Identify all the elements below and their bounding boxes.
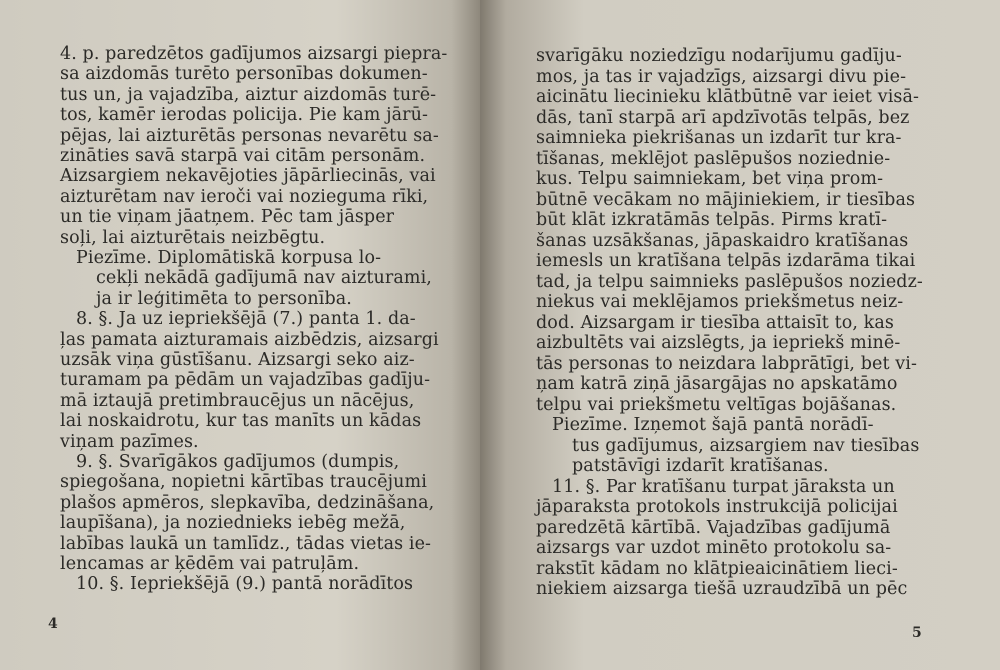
text-line: turamam pa pēdām un vajadzības gadīju-	[60, 370, 431, 391]
text-line: 8. §. Ja uz iepriekšējā (7.) panta 1. da-	[76, 309, 416, 330]
text-line: lencamas ar ķēdēm vai patruļām.	[60, 554, 360, 574]
text-line: soļi, lai aizturētais neizbēgtu.	[60, 227, 326, 248]
text-line: tīšanas, meklējot paslēpušos noziednie-	[536, 148, 891, 169]
text-line: uzsāk viņa gūstīšanu. Aizsargi seko aiz-	[60, 350, 415, 370]
text-line: jāparaksta protokols instrukcijā policijai	[536, 497, 898, 517]
text-line: tos, kamēr ierodas policija. Pie kam jārū-	[60, 105, 429, 126]
text-line: 11. §. Par kratīšanu turpat jāraksta un	[552, 476, 895, 497]
text-line: spiegošana, nopietni kārtības traucējumi	[60, 472, 427, 493]
text-line: būt klāt izkratāmās telpās. Pirms kratī-	[536, 210, 888, 230]
right-page-number: 5	[912, 625, 922, 641]
text-line: zināties savā starpā vai citām personām.	[60, 146, 426, 166]
text-line: būtnē vecākam no mājiniekiem, ir tiesības	[536, 189, 916, 210]
text-line: mos, ja tas ir vajadzīgs, aizsargi divu pie-	[536, 66, 907, 87]
text-line: Piezīme. Izņemot šajā pantā norādī-	[552, 415, 874, 435]
text-line: 4. p. paredzētos gadījumos aizsargi piepra-	[60, 44, 448, 64]
text-line: kus. Telpu saimniekam, bet viņa prom-	[536, 169, 884, 189]
text-line: laupīšana), ja noziednieks iebēg mežā,	[60, 513, 406, 534]
left-page-number: 4	[48, 616, 58, 632]
left-page	[0, 0, 480, 670]
text-line: svarīgāku noziedzīgu nodarījumu gadīju-	[536, 46, 902, 66]
text-line: 9. §. Svarīgākos gadījumos (dumpis,	[76, 452, 400, 472]
text-line: telpu vai priekšmetu veltīgas bojāšanas.	[536, 394, 897, 415]
text-line: 10. §. Iepriekšējā (9.) pantā norādītos	[76, 574, 414, 595]
text-line: aizsargs var uzdot minēto protokolu sa-	[536, 538, 892, 558]
text-line: dās, tanī starpā arī apdzīvotās telpās, bez	[536, 107, 910, 128]
text-line: viņam pazīmes.	[60, 431, 199, 452]
text-line: niekiem aizsarga tiešā uzraudzībā un pēc	[536, 579, 908, 599]
text-line: lai noskaidrotu, kur tas manīts un kādas	[60, 411, 422, 432]
text-line: tus un, ja vajadzība, aiztur aizdomās turē-	[60, 84, 437, 105]
text-line: mā iztaujā pretimbraucējus un nācējus,	[60, 390, 415, 411]
text-line: aizbultēts vai aizslēgts, ja iepriekš minē-	[536, 333, 901, 353]
text-line: niekus vai meklējamos priekšmetus neiz-	[536, 292, 904, 312]
text-line: paredzētā kārtībā. Vajadzības gadījumā	[536, 517, 891, 538]
text-line: plašos apmēros, slepkavība, dedzināšana,	[60, 492, 435, 513]
text-line: cekļi nekādā gadījumā nav aizturami,	[96, 268, 432, 289]
text-line: tad, ja telpu saimnieks paslēpušos noziedz-	[536, 271, 923, 292]
text-line: saimnieka piekrišanas un izdarīt tur kra-	[536, 128, 902, 148]
text-line: sa aizdomās turēto personības dokumen-	[60, 64, 428, 85]
text-line: Aizsargiem nekavējoties jāpārliecinās, vai	[60, 166, 436, 187]
text-line: šanas uzsākšanas, jāpaskaidro kratīšanas	[536, 230, 909, 251]
text-line: iemesls un kratīšana telpās izdarāma tikai	[536, 251, 916, 271]
text-line: Piezīme. Diplomātiskā korpusa lo-	[76, 248, 382, 268]
text-line: labības laukā un tamlīdz., tādas vietas ie-	[60, 533, 432, 554]
text-line: un tie viņam jāatņem. Pēc tam jāsper	[60, 207, 395, 228]
text-line: aizturētam nav ieroči vai nozieguma rīki,	[60, 186, 429, 207]
right-page	[480, 0, 1000, 670]
text-line: ļas pamata aizturamais aizbēdzis, aizsargi	[60, 329, 439, 350]
text-line: tus gadījumus, aizsargiem nav tiesības	[572, 435, 920, 456]
text-line: pējas, lai aizturētās personas nevarētu sa-	[60, 125, 439, 146]
text-line: ja ir leģitimēta to personība.	[96, 288, 352, 309]
text-line: ņam katrā ziņā jāsargājas no apskatāmo	[536, 374, 898, 394]
text-line: patstāvīgi izdarīt kratīšanas.	[572, 456, 829, 476]
text-line: tās personas to neizdara labprātīgi, bet vi-	[536, 353, 918, 374]
text-line: dod. Aizsargam ir tiesība attaisīt to, kas	[536, 312, 894, 333]
text-line: aicinātu liecinieku klātbūtnē var ieiet visā-	[536, 87, 920, 107]
text-line: rakstīt kādam no klātpieaicinātiem lieci-	[536, 558, 898, 579]
